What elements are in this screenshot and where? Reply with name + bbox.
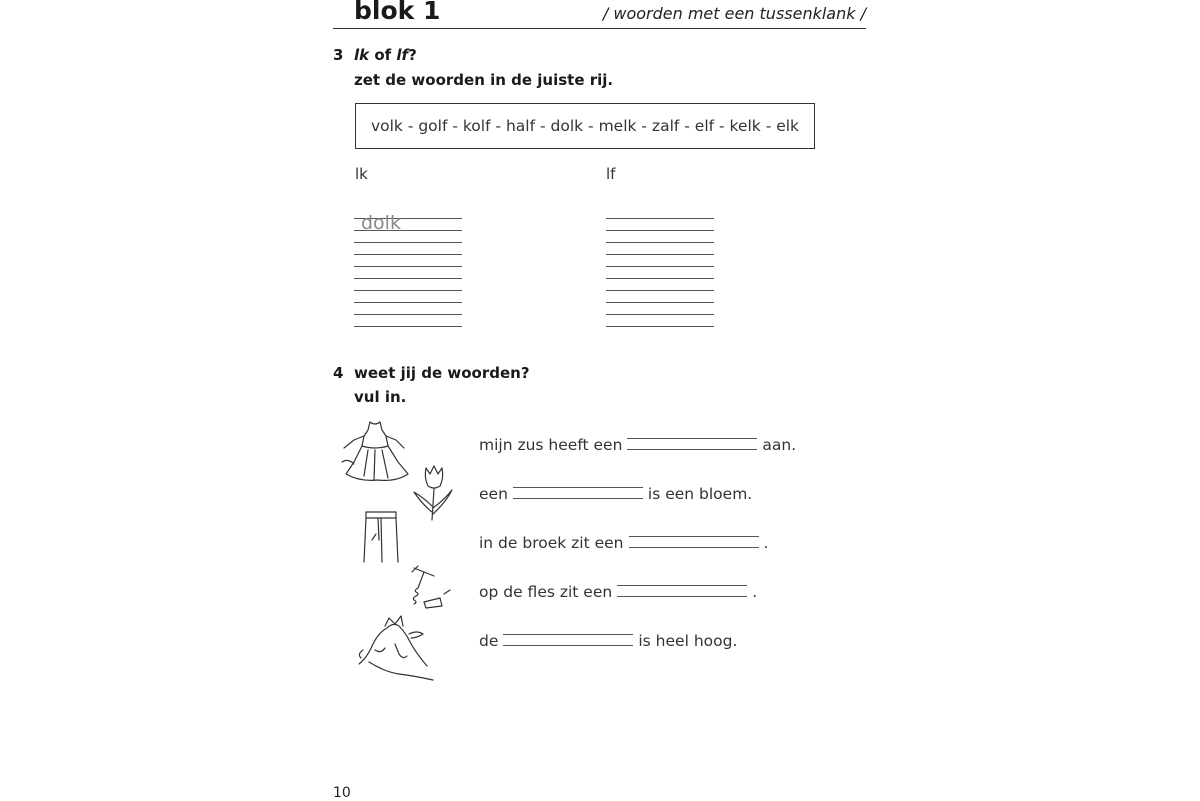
example-answer: dolk [361, 212, 401, 234]
sentence-text: . [752, 583, 758, 601]
page-number: 10 [333, 785, 351, 801]
fill-in-blank[interactable] [513, 487, 643, 499]
page-subtitle: / woorden met een tussenklank / [602, 4, 866, 23]
sentence-text: een [479, 485, 508, 503]
sentence-text: de [479, 632, 499, 650]
sentence-tulip [479, 485, 752, 503]
answer-lines-lf[interactable] [606, 218, 714, 330]
fill-in-blank[interactable] [629, 536, 759, 548]
exercise-3-number: 3 [333, 46, 344, 64]
header-divider [333, 28, 866, 29]
sentence-text: op de fles zit een [479, 583, 613, 601]
column-label-lk: lk [355, 165, 368, 183]
exercise-4-title: weet jij de woorden? [354, 364, 530, 382]
sentence-text: mijn zus heeft een [479, 436, 623, 454]
page-title: blok 1 [354, 0, 441, 25]
sentence-mountain [479, 632, 737, 650]
answer-lines-lk[interactable] [354, 218, 462, 330]
corkscrew-icon [400, 562, 456, 612]
exercise-4-instruction: vul in. [354, 388, 407, 406]
exercise-3-question [354, 46, 417, 64]
sentence-text: in de broek zit een [479, 534, 624, 552]
mountain-icon [355, 614, 435, 684]
sentence-dress [479, 436, 796, 454]
tulip-icon [410, 462, 458, 522]
question-of: of [369, 46, 397, 64]
question-lf: lf [396, 46, 409, 64]
exercise-3-instruction: zet de woorden in de juiste rij. [354, 71, 614, 89]
sentence-text: aan. [762, 436, 797, 454]
exercise-4-number: 4 [333, 364, 344, 382]
sentence-corkscrew [479, 583, 757, 601]
column-label-lf: lf [606, 165, 616, 183]
fill-in-blank[interactable] [617, 585, 747, 597]
question-mark: ? [408, 46, 417, 64]
pants-icon [362, 510, 402, 564]
word-box: volk - golf - kolf - half - dolk - melk - zalf - elf - kelk - elk [355, 103, 815, 149]
sentence-text: is heel hoog. [638, 632, 738, 650]
fill-in-blank[interactable] [503, 634, 633, 646]
dress-icon [340, 418, 410, 488]
question-lk: lk [354, 46, 370, 64]
sentence-pants [479, 534, 768, 552]
fill-in-blank[interactable] [627, 438, 757, 450]
sentence-text: . [763, 534, 769, 552]
sentence-text: is een bloem. [647, 485, 753, 503]
